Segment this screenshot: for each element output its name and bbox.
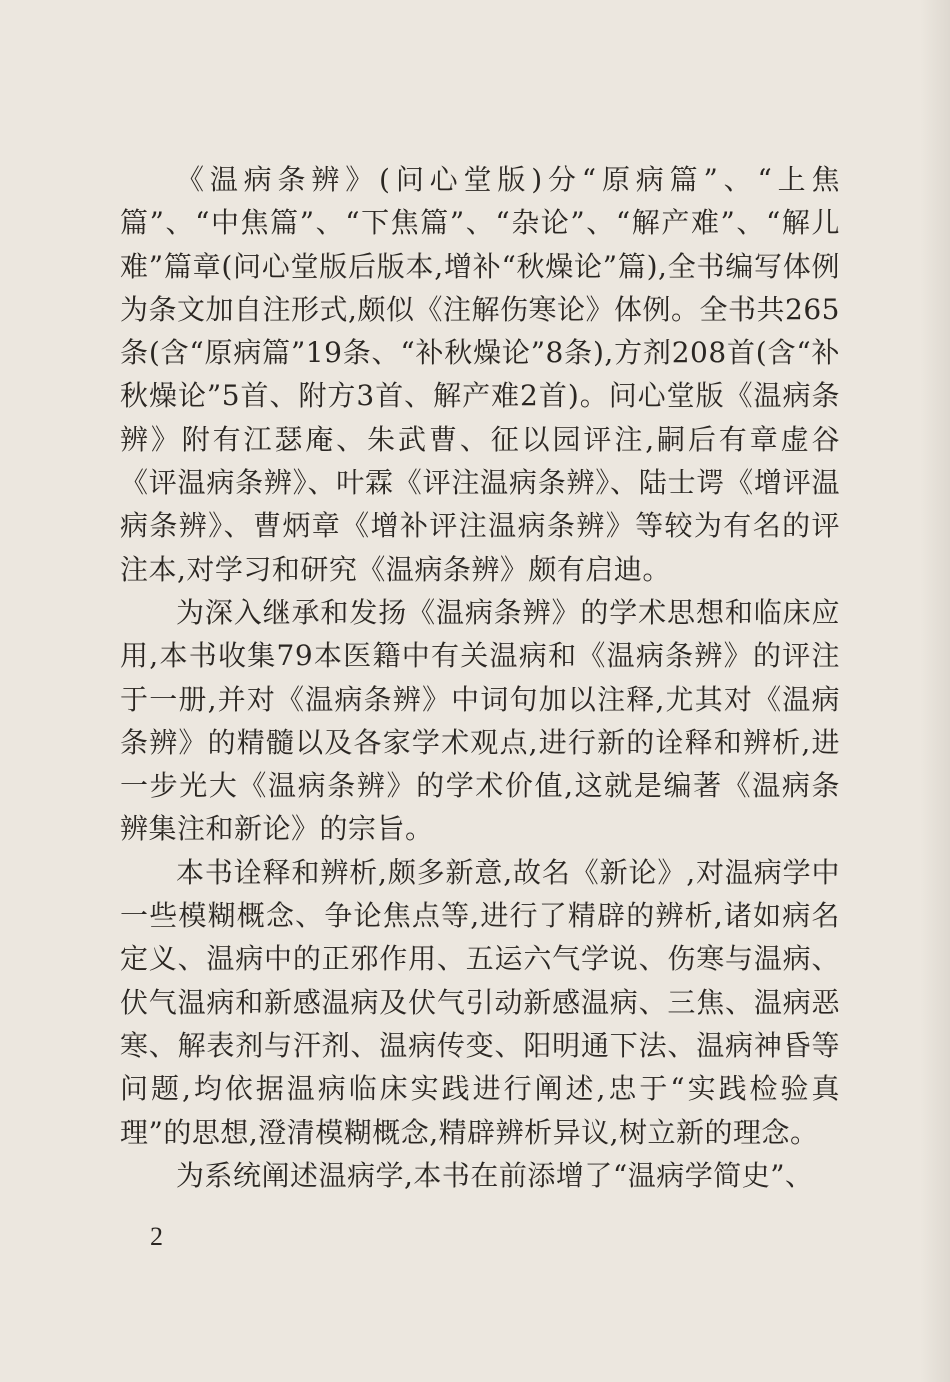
page-edge-shadow [920,0,950,1382]
page-number: 2 [150,1222,163,1251]
paragraph-3: 本书诠释和辨析,颇多新意,故名《新论》,对温病学中一些模糊概念、争论焦点等,进行了精辟的辨析,诸如病名定义、温病中的正邪作用、五运六气学说、伤寒与温病、伏气温病和新感温病及伏气引动新感温病、三焦、温病恶寒、解表剂与汗剂、温病传变、阳明通下法、温病神昏等问题,均依据温病临床实践进行阐述,忠于“实践检验真理”的思想,澄清模糊概念,精辟辨析异议,树立新的理念。 [120,855,840,1149]
paragraph-2: 为深入继承和发扬《温病条辨》的学术思想和临床应用,本书收集79本医籍中有关温病和《温病条辨》的评注于一册,并对《温病条辨》中词句加以注释,尤其对《温病条辨》的精髓以及各家学术观点,进行新的诠释和辨析,进一步光大《温病条辨》的学术价值,这就是编著《温病条辨集注和新论》的宗旨。 [120,595,840,846]
paragraph-1: 《温病条辨》(问心堂版)分“原病篇”、“上焦篇”、“中焦篇”、“下焦篇”、“杂论”、“解产难”、“解儿难”篇章(问心堂版后版本,增补“秋燥论”篇),全书编写体例为条文加自注形式,颇似《注解伤寒论》体例。全书共265条(含“原病篇”19条、“补秋燥论”8条),方剂208首(含“补秋燥论”5首、附方3首、解产难2首)。问心堂版《温病条辨》附有江瑟庵、朱武曹、征以园评注,嗣后有章虚谷《评温病条辨》、叶霖《评注温病条辨》、陆士谔《增评温病条辨》、曹炳章《增补评注温病条辨》等较为有名的评注本,对学习和研究《温病条辨》颇有启迪。 [120,163,840,586]
body-text [120,158,840,1197]
paragraph-4: 为系统阐述温病学,本书在前添增了“温病学简史”、 [176,1158,814,1192]
